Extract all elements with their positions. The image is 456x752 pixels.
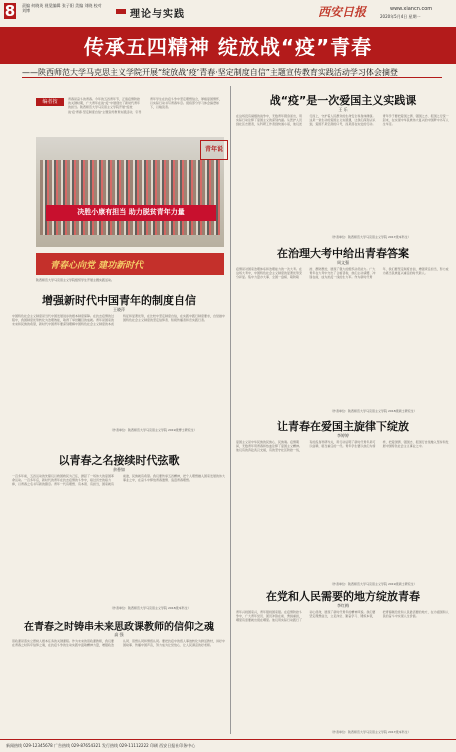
article-body-7: 思政课是落实立德树人根本任务的关键课程。作为未来的思政课教师，我们要在青春之时铸牢信仰之魂，在抗疫斗争的生动实践中汲取精神力量，增强政治认同、思想认同和情感认同。要把抗疫中的感人事迹转化为鲜活教材，讲好中国故事、传播中国声音，努力成为让党放心、让人民满意的好老师。 (12, 639, 226, 648)
article-body-1: 在这场没有硝烟的战争中，无数青年挺身而出，用实际行动诠释了爱国主义的深刻内涵。从医护人员到社区志愿者，从科研工作者到快递小哥，他们逆行而上，守护着人民群众的生命安全和身体健康。这是一堂生动的爱国主义实践课，让我们深刻认识到，爱国不是空洞的口号，而是落在实处的行动。青年学子要把爱国之情、强国之志、报国之行统一起来，在实现中华民族伟大复兴的中国梦中书写人生华章。 (236, 114, 449, 127)
photo-crowd (40, 160, 220, 235)
article-note-6: （作者单位：陕西师范大学马克思主义学院 2017级本科生） (330, 730, 411, 734)
slogan-photo-text: 青春心向党 建功新时代 (50, 261, 144, 271)
site-url[interactable]: www.xiancn.com (390, 6, 433, 12)
article-author-6: 李红梅 (337, 603, 349, 608)
editor-note-text: 青春是奋斗的青春。今年的五四青年节，正值疫情防控的关键时期，广大青年在战“疫”中展现出了新时代青年的担当。陕西师范大学马克思主义学院开展“绽放战‘疫’青春·坚定制度自信”主题宣传教育实践活动，引导青年学生在抗疫斗争中坚定理想信念，厚植爱国情怀，以实际行动书写青春华章。现将部分学习体会摘登如下，以飨读者。 (68, 97, 223, 114)
article-author-7: 高 强 (114, 632, 124, 637)
section-marker (116, 9, 126, 14)
article-note-3: （作者单位：陕西师范大学马克思主义学院 2019级博士研究生） (110, 428, 197, 432)
article-title-1: 战“疫”是一次爱国主义实践课 (269, 94, 417, 107)
article-author-3: 王晓萍 (113, 307, 125, 312)
article-author-4: 余香如 (113, 467, 125, 472)
article-author-5: 李婷婷 (337, 433, 349, 438)
article-title-5: 让青春在爱国主旋律下绽放 (277, 420, 409, 433)
article-author-2: 周文强 (337, 260, 349, 265)
article-title-7: 在青春之时铸串未来思政课教师的信仰之魂 (24, 622, 214, 633)
article-title-2: 在治理大考中给出青春答案 (277, 247, 409, 260)
article-note-2: （作者单位：陕西师范大学马克思主义学院 2018级硕士研究生） (330, 409, 417, 413)
editor-note-label: 编者按 (36, 98, 64, 106)
article-title-6: 在党和人民需要的地方绽放青春 (266, 590, 420, 603)
article-body-4: 一百多年前，五四运动的先驱们以救国救民为己任，掀起了一场伟大的爱国革命运动。一百多年后，新时代的青年在抗击疫情的斗争中，接过历史的接力棒，以青春之名书写新的篇章。青年一代有理想、有本领、有担当，国家就有前途，民族就有希望。我们要传承五四精神，把个人理想融入国家发展的伟大事业之中，在奋斗中释放青春激情、追逐青春理想。 (12, 474, 226, 487)
article-body-5: 爱国主义是中华民族的民族心、民族魂。疫情期间，无数青年用青春和热血诠释了爱国主义精神。他们有的奔赴武汉支援，有的坚守社区防控一线，有的投身科研攻关，用行动证明了新时代青年是可以信赖、堪当重任的一代。青年学生要以他们为榜样，把爱国情、强国志、报国行自觉融入坚持和发展中国特色社会主义事业之中。 (236, 440, 449, 453)
main-subtitle: ——陕西师范大学马克思主义学院开展“绽放战‘疫’青春·坚定制度自信”主题宣传教育实践活动学习体会摘登 (22, 68, 398, 77)
main-headline: 传承五四精神 绽放战“疫”青春 (83, 35, 373, 59)
article-note-5: （作者单位：陕西师范大学马克思主义学院 2019级硕士研究生） (330, 582, 417, 586)
article-author-1: 王 乐 (338, 107, 348, 112)
issue-date: 2020年5月4日 星期一 (380, 14, 421, 19)
article-note-1: （作者单位：陕西师范大学马克思主义学院 2017级本科生） (330, 235, 411, 239)
divider (22, 77, 442, 78)
photo-caption: 陕西师范大学马克思主义学院组织学生开展主题实践活动。 (36, 278, 115, 282)
edition-info: 责编 何晓英 视觉编辑 张子阳 美编 刘晓 校对 刘博 (22, 3, 102, 13)
newspaper-logo: 西安日报 (318, 5, 367, 19)
article-body-6: 青年兴则国家兴，青年强则国家强。在疫情防控斗争中，广大青年党员、团员冲锋在前、勇挑重担，哪里有需要就出现在哪里。他们用实际行动践行了初心使命，展现了新时代青年的精神风貌。我们要坚定理想信念，立足岗位、勤奋学习、锤炼本领，把青春献给党和人民最需要的地方，在为祖国和人民的奋斗中实现人生价值。 (236, 610, 449, 623)
photo-banner-text: 决胜小康有担当 助力脱贫青年力量 (77, 208, 185, 216)
article-body-2: 疫情是对国家治理体系和治理能力的一次大考。在这场大考中，中国特色社会主义制度的显著优势充分彰显。集中力量办大事、全国一盘棋、联防联控、群防群治，展现了强大的组织动员能力。广大青年在大考中交出了合格答卷，他们主动请缨、冲锋在前，成为抗疫一线的生力军。作为新时代青年，我们要坚定制度自信，增强责任担当，努力成为堪当民族复兴重任的时代新人。 (236, 267, 449, 280)
column-divider (230, 86, 231, 734)
article-title-4: 以青春之名接续时代弦歌 (58, 454, 180, 467)
youth-stamp: 青年说 (200, 140, 228, 160)
article-body-3: 中国特色社会主义制度是当代中国发展进步的根本制度保障。在抗击疫情的过程中，我国制度优势转化为治理效能，取得了举世瞩目的成就。青年是国家的未来和民族的希望，新时代中国青年要深刻理解中国特色社会主义制度的本质特征和显著优势，在比较中坚定制度自信，在实践中践行制度要求，自觉做中国特色社会主义制度的坚定信仰者、积极传播者和忠实践行者。 (12, 314, 226, 327)
page-number: 8 (4, 2, 16, 20)
article-note-4: （作者单位：陕西师范大学马克思主义学院 2018级本科生） (110, 606, 191, 610)
footer-text: 新闻热线 029-12345678 广告热线 029-87654321 发行热线 029-11112222 印刷 西安日报社印务中心 (6, 743, 196, 748)
footer (0, 739, 456, 752)
section-title: 理论与实践 (130, 9, 185, 20)
article-title-3: 增强新时代中国青年的制度自信 (42, 294, 196, 307)
